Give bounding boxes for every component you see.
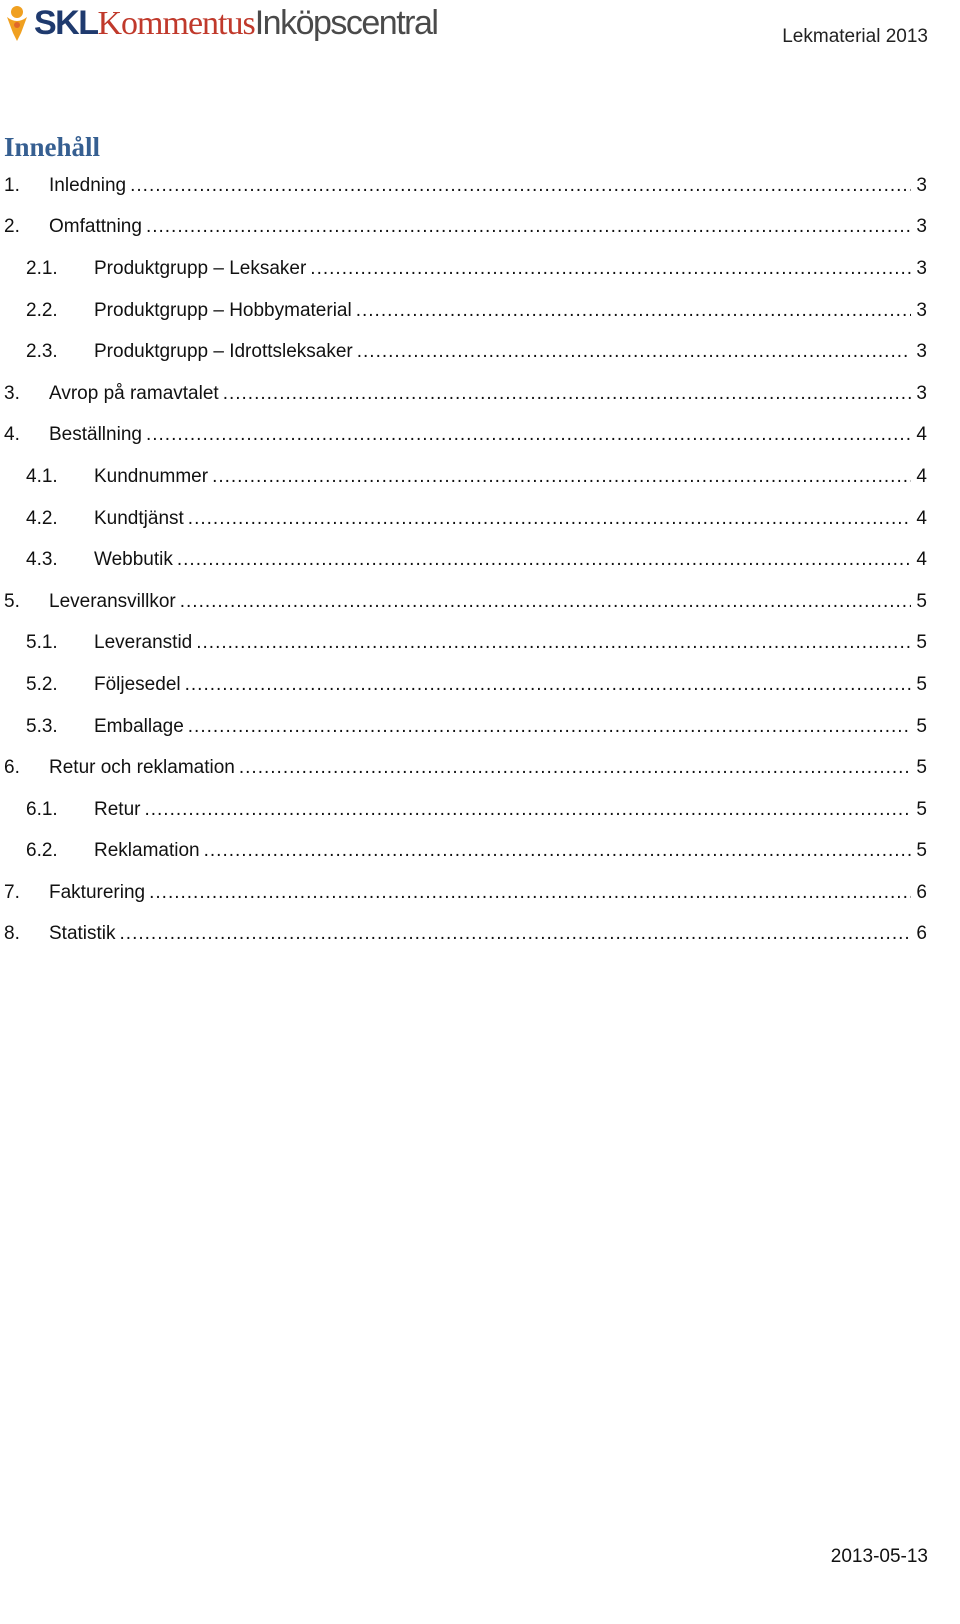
toc-entry-label: Beställning [49,424,142,446]
toc-entry-label: Reklamation [94,840,200,862]
toc-dot-leader [204,840,912,862]
logo-kommentus-text: Kommentus [97,4,255,42]
page-header [0,0,960,60]
toc-dot-leader [130,175,911,197]
toc-entry[interactable] [4,831,927,873]
toc-entry-label: Produktgrupp – Idrottsleksaker [94,341,353,363]
toc-entry-label: Retur och reklamation [49,757,235,779]
toc-entry-number: 2. [4,216,20,238]
toc-dot-leader [149,882,911,904]
toc-entry-number: 1. [4,174,20,196]
toc-entry-page-number: 3 [916,341,927,363]
toc-entry[interactable] [4,539,927,581]
toc-entry[interactable] [4,290,927,332]
company-logo [4,0,437,46]
footer-date: 2013-05-13 [830,1546,928,1567]
toc-entry-page-number: 4 [916,465,927,487]
toc-entry-page-number: 5 [916,632,927,654]
toc-dot-leader [310,258,911,280]
toc-entry-page-number: 4 [916,549,927,571]
toc-entry[interactable] [4,248,927,290]
toc-entry-number: 6.2. [26,840,58,862]
toc-entry-page-number: 3 [916,299,927,321]
toc-entry[interactable] [4,207,927,249]
logo-wordmark [34,3,437,44]
toc-entry-label: Retur [94,798,141,820]
toc-entry-page-number: 4 [916,507,927,529]
logo-inkopscentral-text: Inköpscentral [254,3,438,42]
toc-entry[interactable] [4,165,927,207]
toc-dot-leader [146,216,911,238]
toc-entry-label: Kundtjänst [94,507,184,529]
toc-entry[interactable] [4,373,927,415]
toc-entry-page-number: 3 [916,174,927,196]
toc-entry-label: Emballage [94,715,184,737]
toc-dot-leader [212,466,911,488]
toc-entry-number: 4.3. [26,549,58,571]
toc-dot-leader [185,674,912,696]
toc-entry-number: 2.1. [26,257,58,279]
toc-entry-page-number: 6 [916,923,927,945]
toc-entry-label: Statistik [49,923,116,945]
toc-entry-number: 2.3. [26,341,58,363]
toc-entry-page-number: 3 [916,216,927,238]
toc-entry[interactable] [4,581,927,623]
toc-entry-label: Fakturering [49,881,146,903]
toc-entry-page-number: 6 [916,881,927,903]
table-of-contents [4,165,927,955]
toc-entry-page-number: 3 [916,257,927,279]
toc-entry-page-number: 5 [916,673,927,695]
toc-entry-page-number: 5 [916,590,927,612]
toc-entry-page-number: 5 [916,757,927,779]
toc-dot-leader [144,799,911,821]
toc-entry-number: 4.1. [26,465,58,487]
toc-entry-page-number: 5 [916,715,927,737]
toc-entry-label: Leveranstid [94,632,193,654]
toc-entry-number: 7. [4,881,20,903]
toc-dot-leader [146,424,911,446]
toc-dot-leader [196,632,911,654]
toc-dot-leader [188,508,912,530]
toc-entry-page-number: 5 [916,840,927,862]
toc-entry-number: 5.3. [26,715,58,737]
toc-entry[interactable] [4,872,927,914]
toc-entry-label: Avrop på ramavtalet [49,382,219,404]
toc-dot-leader [177,549,912,571]
toc-entry-number: 2.2. [26,299,58,321]
toc-entry[interactable] [4,331,927,373]
toc-dot-leader [188,716,912,738]
toc-entry-page-number: 5 [916,798,927,820]
toc-dot-leader [356,300,912,322]
toc-entry[interactable] [4,456,927,498]
toc-entry[interactable] [4,706,927,748]
toc-entry[interactable] [4,664,927,706]
toc-entry[interactable] [4,789,927,831]
toc-dot-leader [357,341,912,363]
toc-entry-page-number: 3 [916,382,927,404]
toc-entry-number: 3. [4,382,20,404]
toc-heading: Innehåll [4,132,101,162]
toc-entry-number: 6. [4,757,20,779]
toc-entry[interactable] [4,747,927,789]
toc-entry-label: Omfattning [49,216,142,238]
toc-entry-number: 6.1. [26,798,58,820]
toc-entry-label: Kundnummer [94,465,209,487]
toc-entry-number: 5.1. [26,632,58,654]
toc-entry-label: Produktgrupp – Hobbymaterial [94,299,352,321]
toc-entry[interactable] [4,415,927,457]
toc-entry[interactable] [4,498,927,540]
toc-entry-label: Webbutik [94,549,173,571]
toc-entry-label: Följesedel [94,673,181,695]
toc-entry-number: 4. [4,424,20,446]
toc-entry-number: 8. [4,923,20,945]
toc-dot-leader [180,591,912,613]
toc-entry-number: 5. [4,590,20,612]
toc-entry-number: 4.2. [26,507,58,529]
toc-entry-label: Inledning [49,174,127,196]
document-title: Lekmaterial 2013 [782,26,928,47]
toc-entry-label: Leveransvillkor [49,590,176,612]
toc-dot-leader [223,383,912,405]
toc-dot-leader [120,923,912,945]
toc-entry[interactable] [4,914,927,956]
person-logo-icon [4,3,30,43]
toc-entry-page-number: 4 [916,424,927,446]
toc-dot-leader [239,757,912,779]
toc-entry[interactable] [4,623,927,665]
toc-entry-number: 5.2. [26,673,58,695]
logo-skl-text: SKL [34,3,98,42]
toc-entry-label: Produktgrupp – Leksaker [94,257,307,279]
